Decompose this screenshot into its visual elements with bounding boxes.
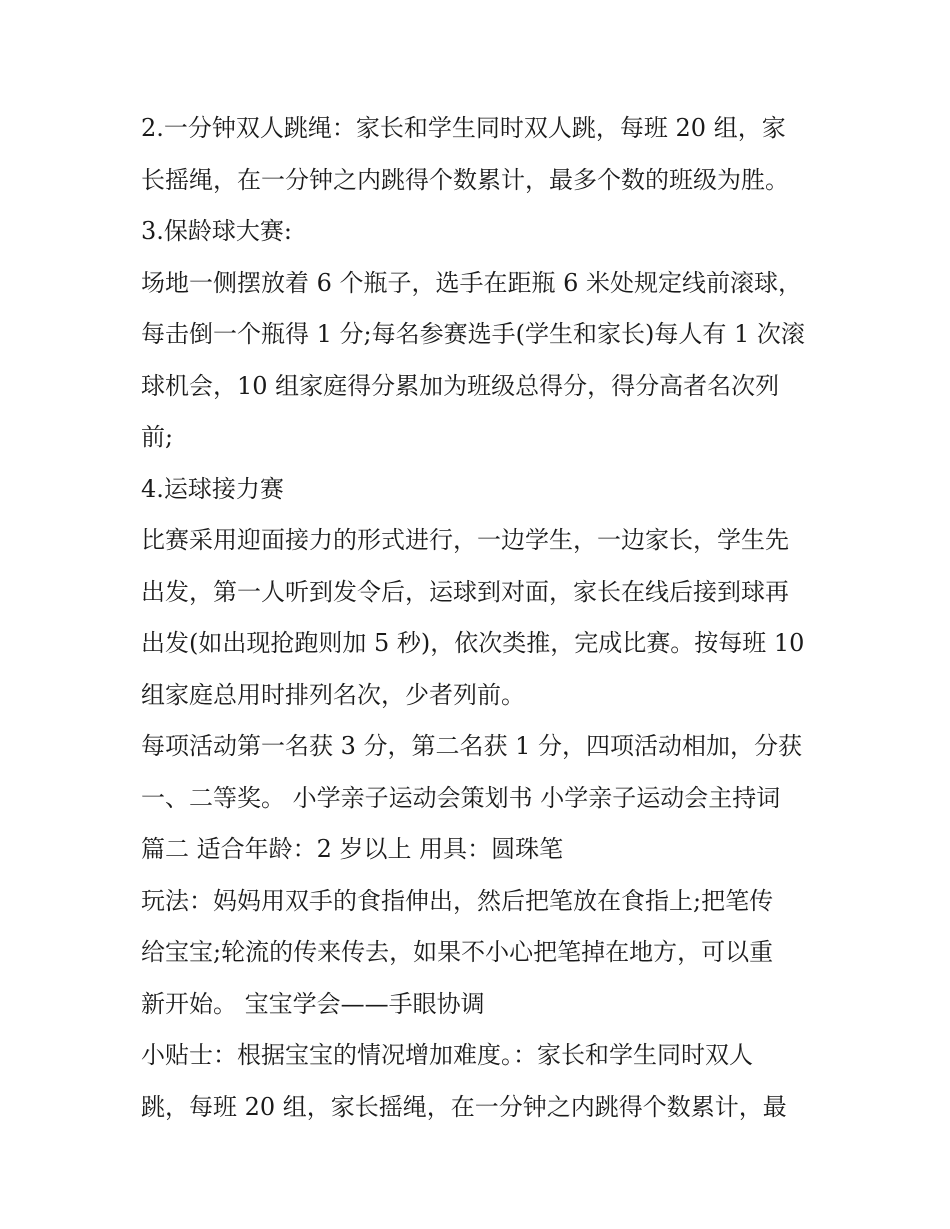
text-line: 场地一侧摆放着 6 个瓶子，选手在距瓶 6 米处规定线前滚球， <box>141 268 803 297</box>
text-line: 玩法：妈妈用双手的食指伸出，然后把笔放在食指上;把笔传 <box>141 886 774 915</box>
text-line: 前; <box>141 423 174 451</box>
text-line: 新开始。 宝宝学会——手眼协调 <box>141 989 485 1018</box>
text-line: 球机会，10 组家庭得分累加为班级总得分，得分高者名次列 <box>141 371 780 400</box>
section-heading: 4.运球接力赛 <box>141 474 284 503</box>
text-line: 一、二等奖。 小学亲子运动会策划书 小学亲子运动会主持词 <box>141 783 781 812</box>
text-line: 出发(如出现抢跑则加 5 秒)，依次类推，完成比赛。按每班 10 <box>141 629 805 657</box>
text-line: 每击倒一个瓶得 1 分;每名参赛选手(学生和家长)每人有 1 次滚 <box>141 320 805 348</box>
text-line: 小贴士：根据宝宝的情况增加难度。：家长和学生同时双人 <box>141 1041 753 1069</box>
text-line: 比赛采用迎面接力的形式进行，一边学生，一边家长，学生先 <box>141 526 789 554</box>
section-heading: 3.保龄球大赛: <box>141 217 292 245</box>
text-line: 组家庭总用时排列名次，少者列前。 <box>141 680 525 709</box>
text-line: 跳，每班 20 组，家长摇绳，在一分钟之内跳得个数累计，最 <box>141 1092 787 1121</box>
text-line: 2.一分钟双人跳绳：家长和学生同时双人跳，每班 20 组，家 <box>141 114 786 142</box>
text-line: 出发，第一人听到发令后，运球到对面，家长在线后接到球再 <box>141 577 789 606</box>
text-line: 给宝宝;轮流的传来传去，如果不小心把笔掉在地方，可以重 <box>141 938 774 966</box>
document-body <box>141 103 821 1133</box>
text-line: 每项活动第一名获 3 分，第二名获 1 分，四项活动相加，分获 <box>141 732 803 760</box>
text-line: 篇二 适合年龄：2 岁以上 用具：圆珠笔 <box>141 835 564 863</box>
text-line: 长摇绳，在一分钟之内跳得个数累计，最多个数的班级为胜。 <box>141 165 789 194</box>
